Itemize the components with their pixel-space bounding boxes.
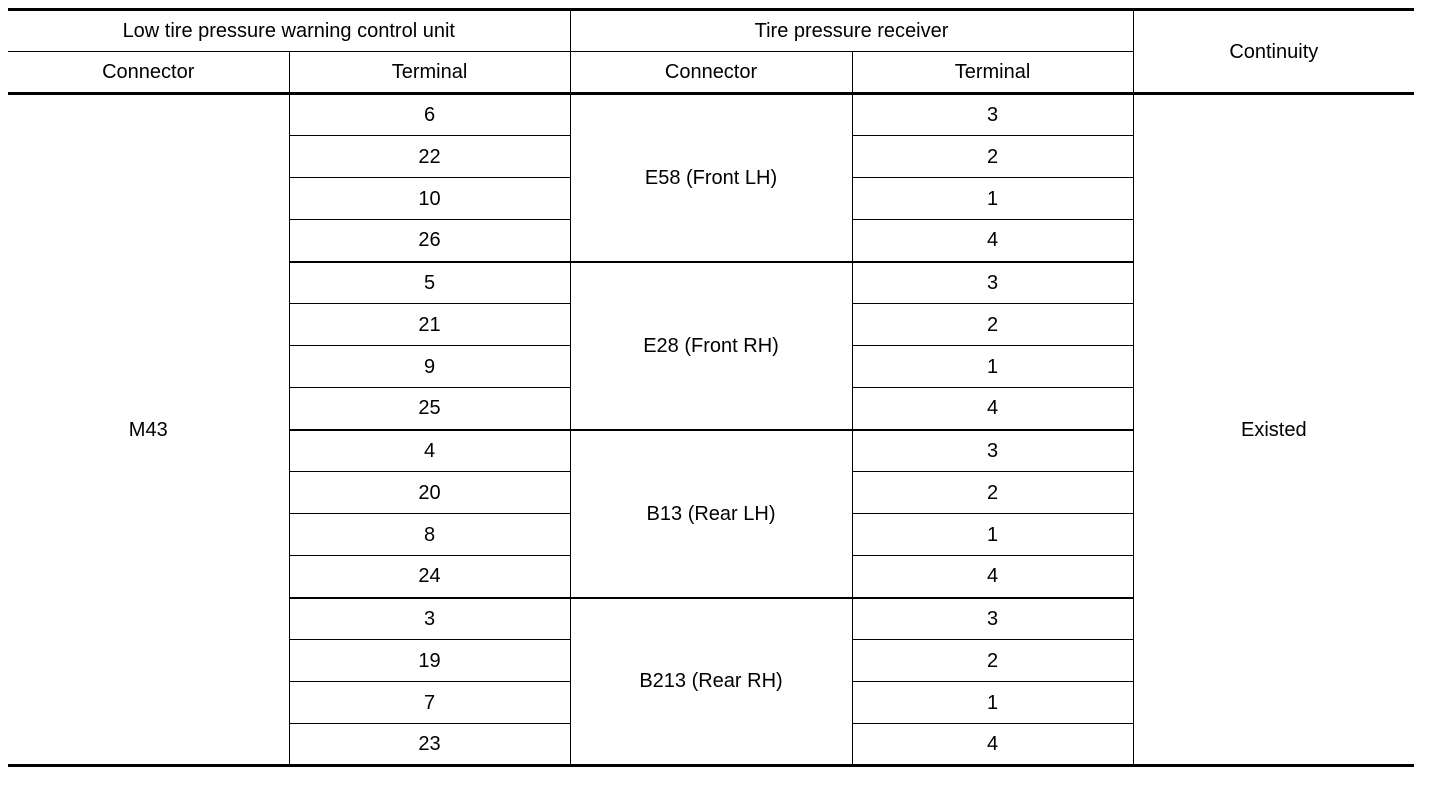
- receiver-connector-cell: E28 (Front RH): [570, 262, 852, 430]
- control-unit-connector-header: Connector: [8, 52, 289, 94]
- control-unit-terminal-cell: 3: [289, 598, 570, 640]
- receiver-terminal-cell: 1: [852, 682, 1133, 724]
- control-unit-terminal-cell: 21: [289, 304, 570, 346]
- receiver-terminal-header: Terminal: [852, 52, 1133, 94]
- receiver-terminal-cell: 4: [852, 388, 1133, 430]
- control-unit-terminal-cell: 4: [289, 430, 570, 472]
- control-unit-terminal-cell: 9: [289, 346, 570, 388]
- receiver-terminal-cell: 2: [852, 472, 1133, 514]
- control-unit-terminal-cell: 19: [289, 640, 570, 682]
- control-unit-header: Low tire pressure warning control unit: [8, 10, 570, 52]
- continuity-value-cell: Existed: [1133, 94, 1414, 766]
- receiver-connector-header: Connector: [570, 52, 852, 94]
- control-unit-terminal-cell: 10: [289, 178, 570, 220]
- table-row: [8, 94, 1414, 136]
- receiver-connector-cell: E58 (Front LH): [570, 94, 852, 262]
- receiver-terminal-cell: 4: [852, 556, 1133, 598]
- control-unit-terminal-cell: 26: [289, 220, 570, 262]
- continuity-table: [8, 8, 1414, 767]
- control-unit-terminal-cell: 20: [289, 472, 570, 514]
- receiver-terminal-cell: 3: [852, 94, 1133, 136]
- receiver-terminal-cell: 2: [852, 640, 1133, 682]
- control-unit-terminal-cell: 8: [289, 514, 570, 556]
- receiver-terminal-cell: 2: [852, 136, 1133, 178]
- receiver-terminal-cell: 2: [852, 304, 1133, 346]
- table-body: [8, 94, 1414, 766]
- control-unit-connector-cell: M43: [8, 94, 289, 766]
- receiver-connector-cell: B13 (Rear LH): [570, 430, 852, 598]
- control-unit-terminal-cell: 23: [289, 724, 570, 766]
- receiver-terminal-cell: 1: [852, 178, 1133, 220]
- control-unit-terminal-cell: 22: [289, 136, 570, 178]
- receiver-connector-cell: B213 (Rear RH): [570, 598, 852, 766]
- receiver-terminal-cell: 4: [852, 220, 1133, 262]
- receiver-header: Tire pressure receiver: [570, 10, 1133, 52]
- receiver-terminal-cell: 4: [852, 724, 1133, 766]
- continuity-header: Continuity: [1133, 10, 1414, 94]
- control-unit-terminal-cell: 6: [289, 94, 570, 136]
- control-unit-terminal-cell: 24: [289, 556, 570, 598]
- control-unit-terminal-header: Terminal: [289, 52, 570, 94]
- receiver-terminal-cell: 3: [852, 262, 1133, 304]
- receiver-terminal-cell: 1: [852, 346, 1133, 388]
- control-unit-terminal-cell: 25: [289, 388, 570, 430]
- receiver-terminal-cell: 1: [852, 514, 1133, 556]
- control-unit-terminal-cell: 7: [289, 682, 570, 724]
- receiver-terminal-cell: 3: [852, 598, 1133, 640]
- control-unit-terminal-cell: 5: [289, 262, 570, 304]
- receiver-terminal-cell: 3: [852, 430, 1133, 472]
